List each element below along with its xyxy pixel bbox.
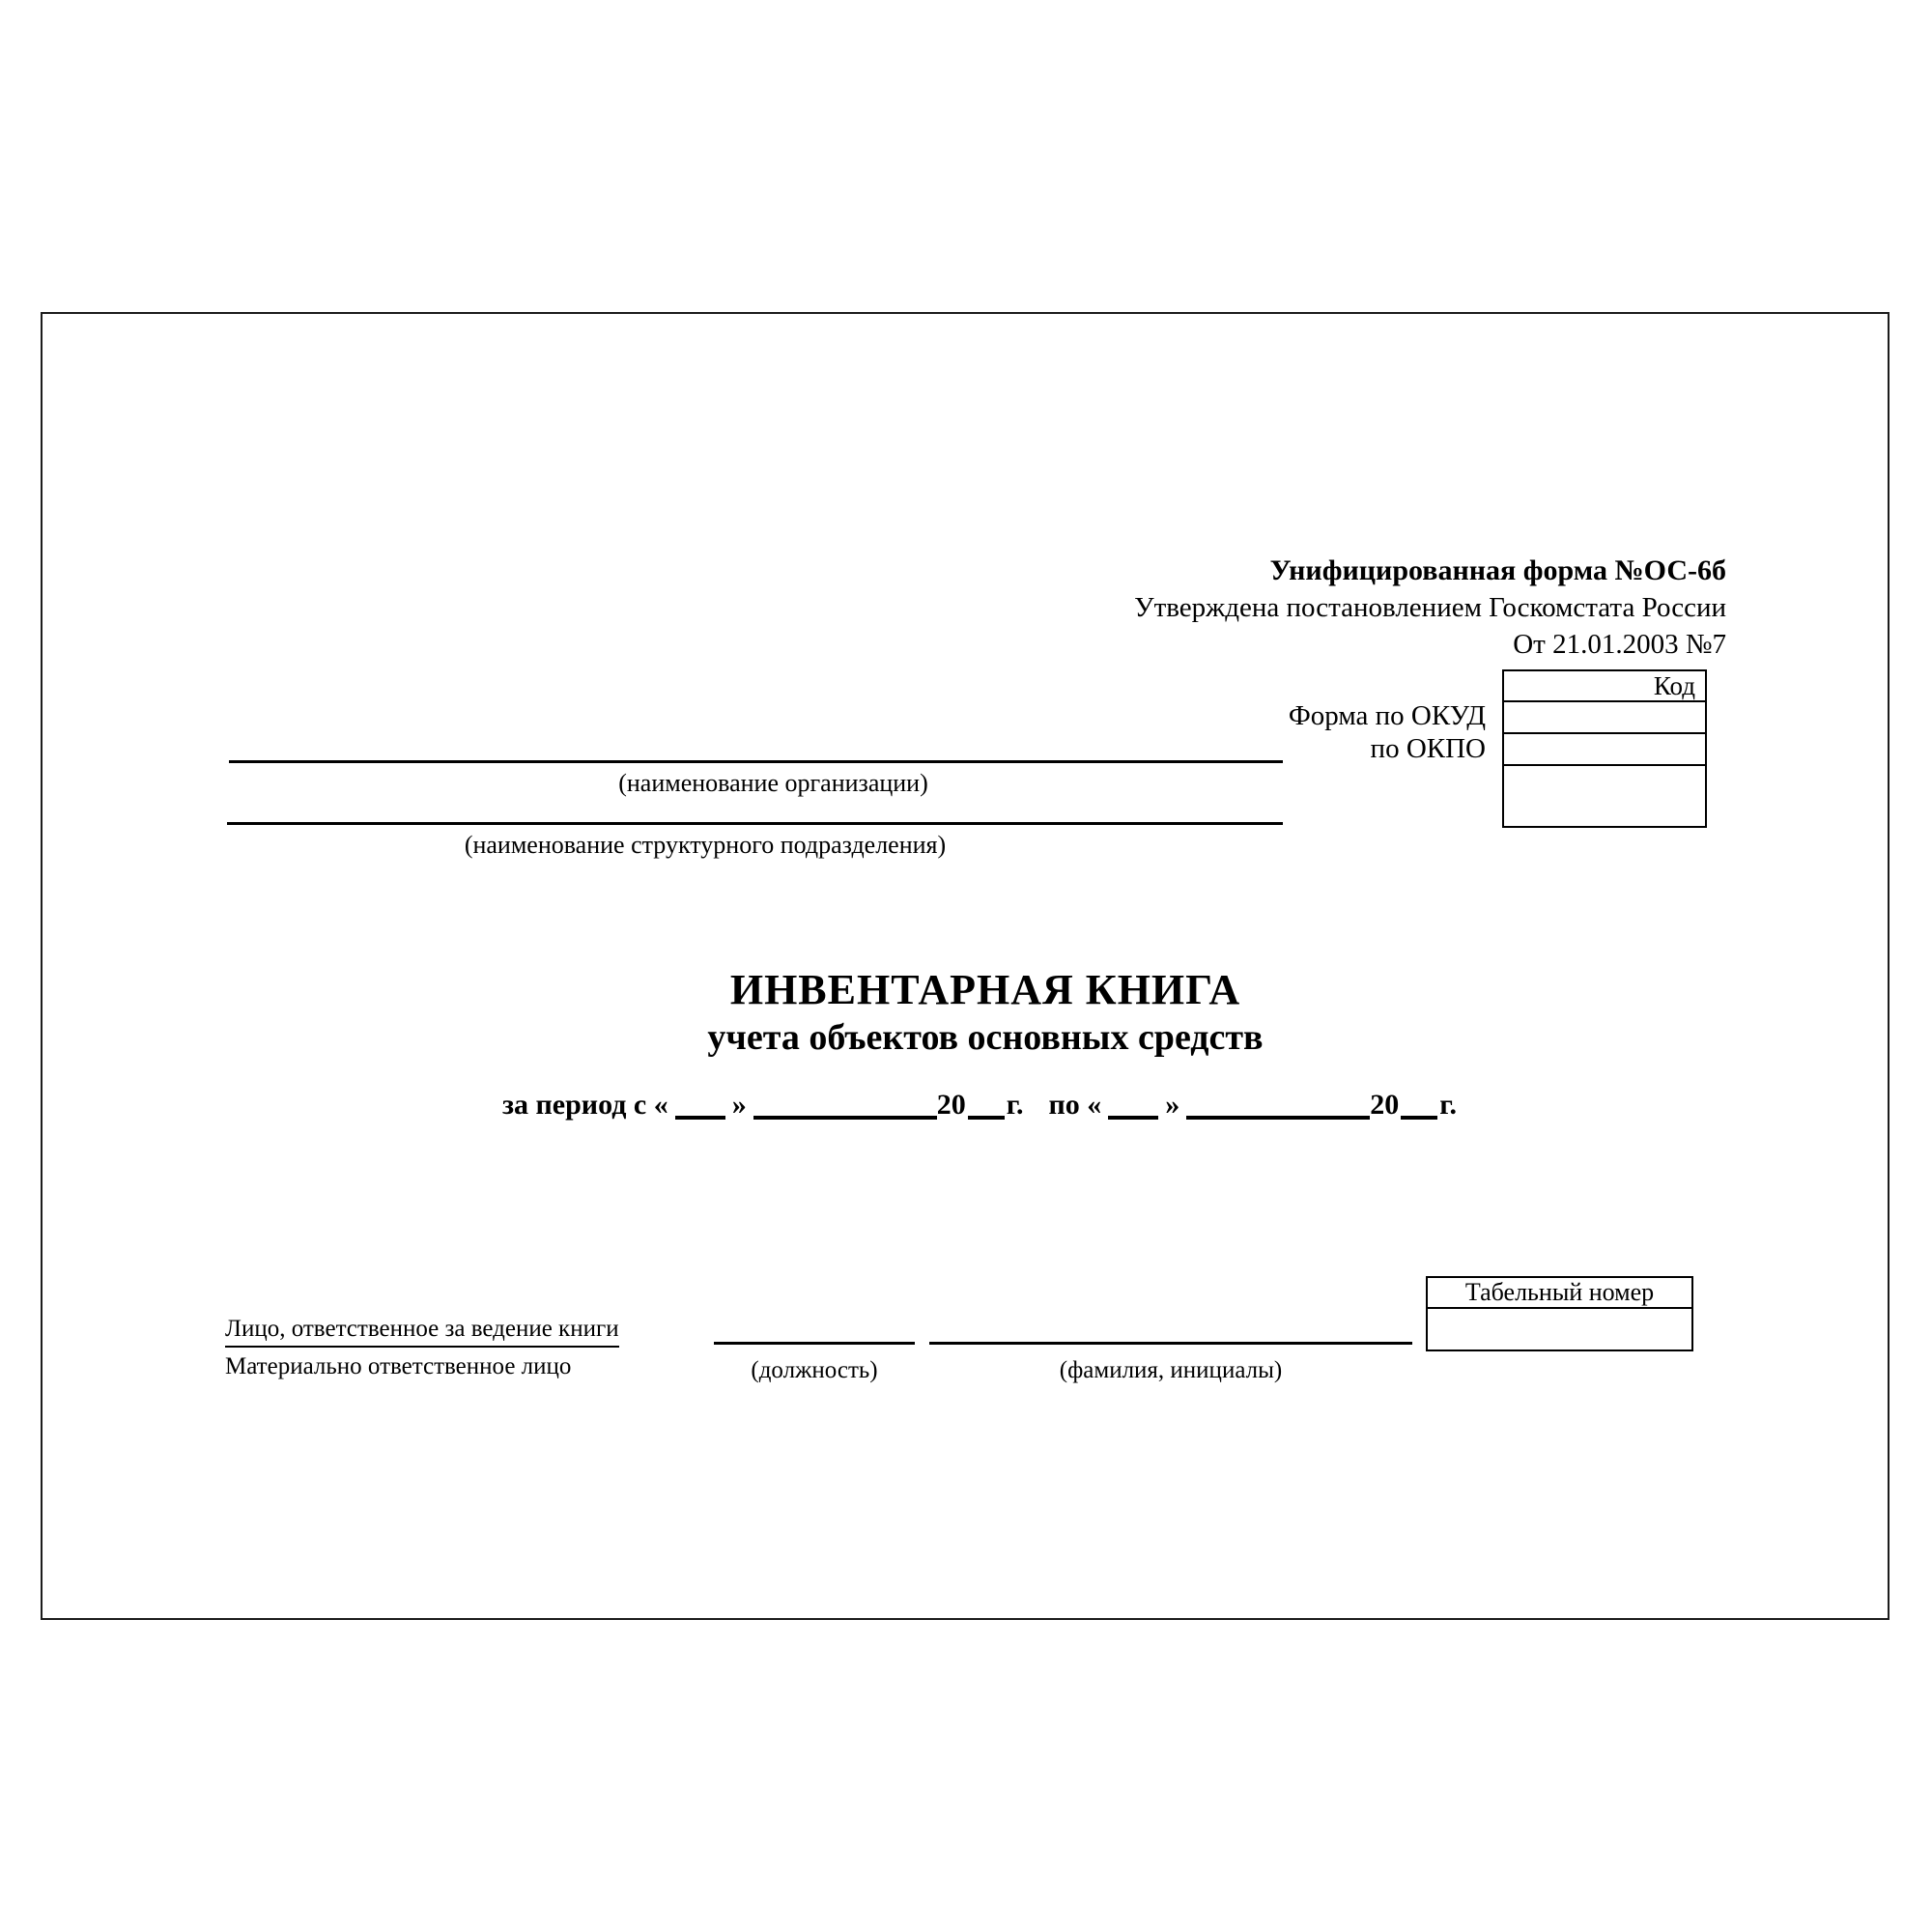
period-from-century: 20 — [936, 1089, 966, 1121]
okud-label: Форма по ОКУД — [1288, 700, 1486, 731]
personnel-number-header: Табельный номер — [1428, 1278, 1691, 1309]
code-table — [1502, 669, 1707, 828]
period-from-day-field[interactable] — [675, 1116, 725, 1120]
form-number-label: Унифицированная форма №ОС-6б — [1269, 554, 1726, 586]
organization-name-caption: (наименование организации) — [618, 769, 928, 797]
document-title: ИНВЕНТАРНАЯ КНИГА — [729, 966, 1241, 1013]
okpo-code-field[interactable] — [1504, 734, 1705, 766]
period-to-century: 20 — [1370, 1089, 1400, 1121]
period-from-prefix: за период с « — [501, 1089, 668, 1121]
period-to-prefix: по « — [1048, 1089, 1102, 1121]
okpo-label: по ОКПО — [1370, 733, 1486, 764]
organization-name-field[interactable] — [229, 760, 1283, 763]
personnel-number-box — [1426, 1276, 1693, 1351]
surname-initials-field[interactable] — [929, 1342, 1412, 1345]
structural-unit-field[interactable] — [227, 822, 1283, 825]
custodian-label: Материально ответственное лицо — [225, 1353, 572, 1379]
extra-code-field[interactable] — [1504, 766, 1705, 826]
period-to-close-quote: » — [1165, 1089, 1180, 1121]
approval-date-label: От 21.01.2003 №7 — [1513, 629, 1726, 660]
approved-by-label: Утверждена постановлением Госкомстата России — [1134, 592, 1726, 623]
period-line — [62, 1086, 1897, 1124]
code-header-cell: Код — [1504, 671, 1705, 702]
period-to-month-field[interactable] — [1186, 1116, 1370, 1120]
book-keeper-row — [225, 1316, 619, 1348]
personnel-number-field[interactable] — [1428, 1309, 1691, 1350]
period-to-year-suffix: г. — [1439, 1089, 1458, 1121]
okud-code-field[interactable] — [1504, 702, 1705, 734]
position-caption: (должность) — [751, 1357, 878, 1383]
approval-block — [780, 553, 1726, 663]
position-field[interactable] — [714, 1342, 915, 1345]
period-to-day-field[interactable] — [1108, 1116, 1158, 1120]
period-from-close-quote: » — [731, 1089, 747, 1121]
period-from-year-suffix: г. — [1006, 1089, 1024, 1121]
period-from-month-field[interactable] — [753, 1116, 937, 1120]
structural-unit-caption: (наименование структурного подразделения) — [464, 831, 947, 859]
surname-initials-caption: (фамилия, инициалы) — [1059, 1357, 1283, 1383]
period-to-year-field[interactable] — [1401, 1116, 1437, 1120]
book-keeper-label: Лицо, ответственное за ведение книги — [225, 1316, 619, 1348]
document-subtitle: учета объектов основных средств — [707, 1017, 1264, 1058]
period-from-year-field[interactable] — [968, 1116, 1005, 1120]
